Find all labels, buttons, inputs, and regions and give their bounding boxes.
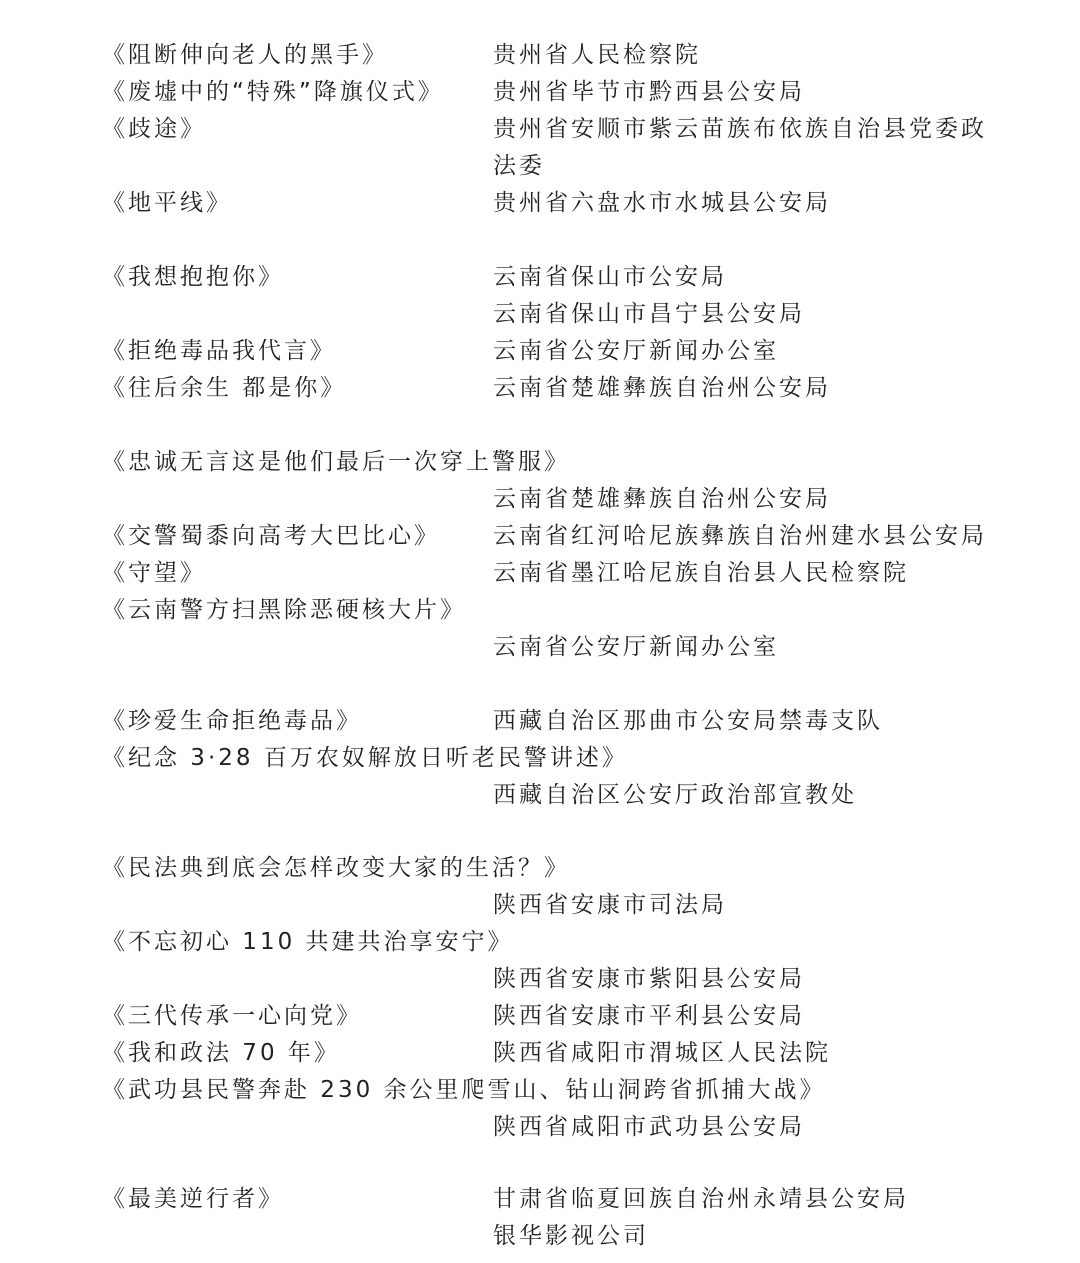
entry-row	[0, 703, 1080, 740]
entry-row	[0, 259, 1080, 296]
entry-row	[0, 1035, 1080, 1072]
entry-row	[0, 111, 1080, 148]
work-title: 《不忘初心 110 共建共治享安宁》	[102, 929, 514, 955]
organization: 贵州省毕节市黔西县公安局	[493, 79, 805, 105]
work-title: 《三代传承一心向党》	[102, 1003, 362, 1029]
work-title: 《守望》	[102, 560, 206, 586]
organization: 云南省楚雄彝族自治州公安局	[493, 486, 831, 512]
entry-row	[0, 777, 1080, 814]
organization: 银华影视公司	[493, 1223, 649, 1249]
entry-row	[0, 37, 1080, 74]
entry-row	[0, 998, 1080, 1035]
entry-row	[0, 444, 1080, 481]
entry-row	[0, 629, 1080, 666]
entry-row	[0, 481, 1080, 518]
work-title: 《武功县民警奔赴 230 余公里爬雪山、钻山洞跨省抓捕大战》	[102, 1077, 826, 1103]
organization: 陕西省咸阳市武功县公安局	[493, 1114, 805, 1140]
work-title: 《阻断伸向老人的黑手》	[102, 42, 388, 68]
entry-row	[0, 1072, 1080, 1109]
entry-row	[0, 1109, 1080, 1146]
organization: 云南省红河哈尼族彝族自治州建水县公安局	[493, 523, 987, 549]
entry-row	[0, 518, 1080, 555]
work-title: 《拒绝毒品我代言》	[102, 338, 336, 364]
organization: 云南省保山市公安局	[493, 264, 727, 290]
work-title: 《民法典到底会怎样改变大家的生活？》	[102, 855, 570, 881]
entry-row	[0, 850, 1080, 887]
organization: 云南省楚雄彝族自治州公安局	[493, 375, 831, 401]
entry-row	[0, 74, 1080, 111]
organization: 甘肃省临夏回族自治州永靖县公安局	[493, 1186, 909, 1212]
work-title: 《我想抱抱你》	[102, 264, 284, 290]
entry-row	[0, 887, 1080, 924]
organization: 陕西省安康市平利县公安局	[493, 1003, 805, 1029]
entry-row	[0, 740, 1080, 777]
organization: 云南省保山市昌宁县公安局	[493, 301, 805, 327]
work-title: 《我和政法 70 年》	[102, 1040, 340, 1066]
organization: 陕西省安康市司法局	[493, 892, 727, 918]
entry-row	[0, 185, 1080, 222]
organization: 贵州省人民检察院	[493, 42, 701, 68]
entry-row	[0, 370, 1080, 407]
work-title: 《纪念 3·28 百万农奴解放日听老民警讲述》	[102, 745, 628, 771]
entry-row	[0, 148, 1080, 185]
work-title: 《忠诚无言这是他们最后一次穿上警服》	[102, 449, 570, 475]
work-title: 《歧途》	[102, 116, 206, 142]
work-title: 《废墟中的“特殊”降旗仪式》	[102, 79, 444, 105]
organization: 贵州省安顺市紫云苗族布依族自治县党委政	[493, 116, 987, 142]
entry-row	[0, 1218, 1080, 1255]
work-title: 《最美逆行者》	[102, 1186, 284, 1212]
work-title: 《云南警方扫黑除恶硬核大片》	[102, 597, 466, 623]
work-title: 《地平线》	[102, 190, 232, 216]
work-title: 《交警蜀黍向高考大巴比心》	[102, 523, 440, 549]
organization: 云南省公安厅新闻办公室	[493, 634, 779, 660]
organization: 西藏自治区那曲市公安局禁毒支队	[493, 708, 883, 734]
organization: 陕西省安康市紫阳县公安局	[493, 966, 805, 992]
entry-row	[0, 592, 1080, 629]
organization: 云南省公安厅新闻办公室	[493, 338, 779, 364]
organization: 陕西省咸阳市渭城区人民法院	[493, 1040, 831, 1066]
entry-row	[0, 555, 1080, 592]
work-title: 《珍爱生命拒绝毒品》	[102, 708, 362, 734]
work-title: 《往后余生 都是你》	[102, 375, 347, 401]
organization: 贵州省六盘水市水城县公安局	[493, 190, 831, 216]
entry-row	[0, 333, 1080, 370]
entry-row	[0, 961, 1080, 998]
entry-row	[0, 296, 1080, 333]
organization: 法委	[493, 153, 545, 179]
organization: 西藏自治区公安厅政治部宣教处	[493, 782, 857, 808]
entry-row	[0, 924, 1080, 961]
organization: 云南省墨江哈尼族自治县人民检察院	[493, 560, 909, 586]
entry-row	[0, 1181, 1080, 1218]
